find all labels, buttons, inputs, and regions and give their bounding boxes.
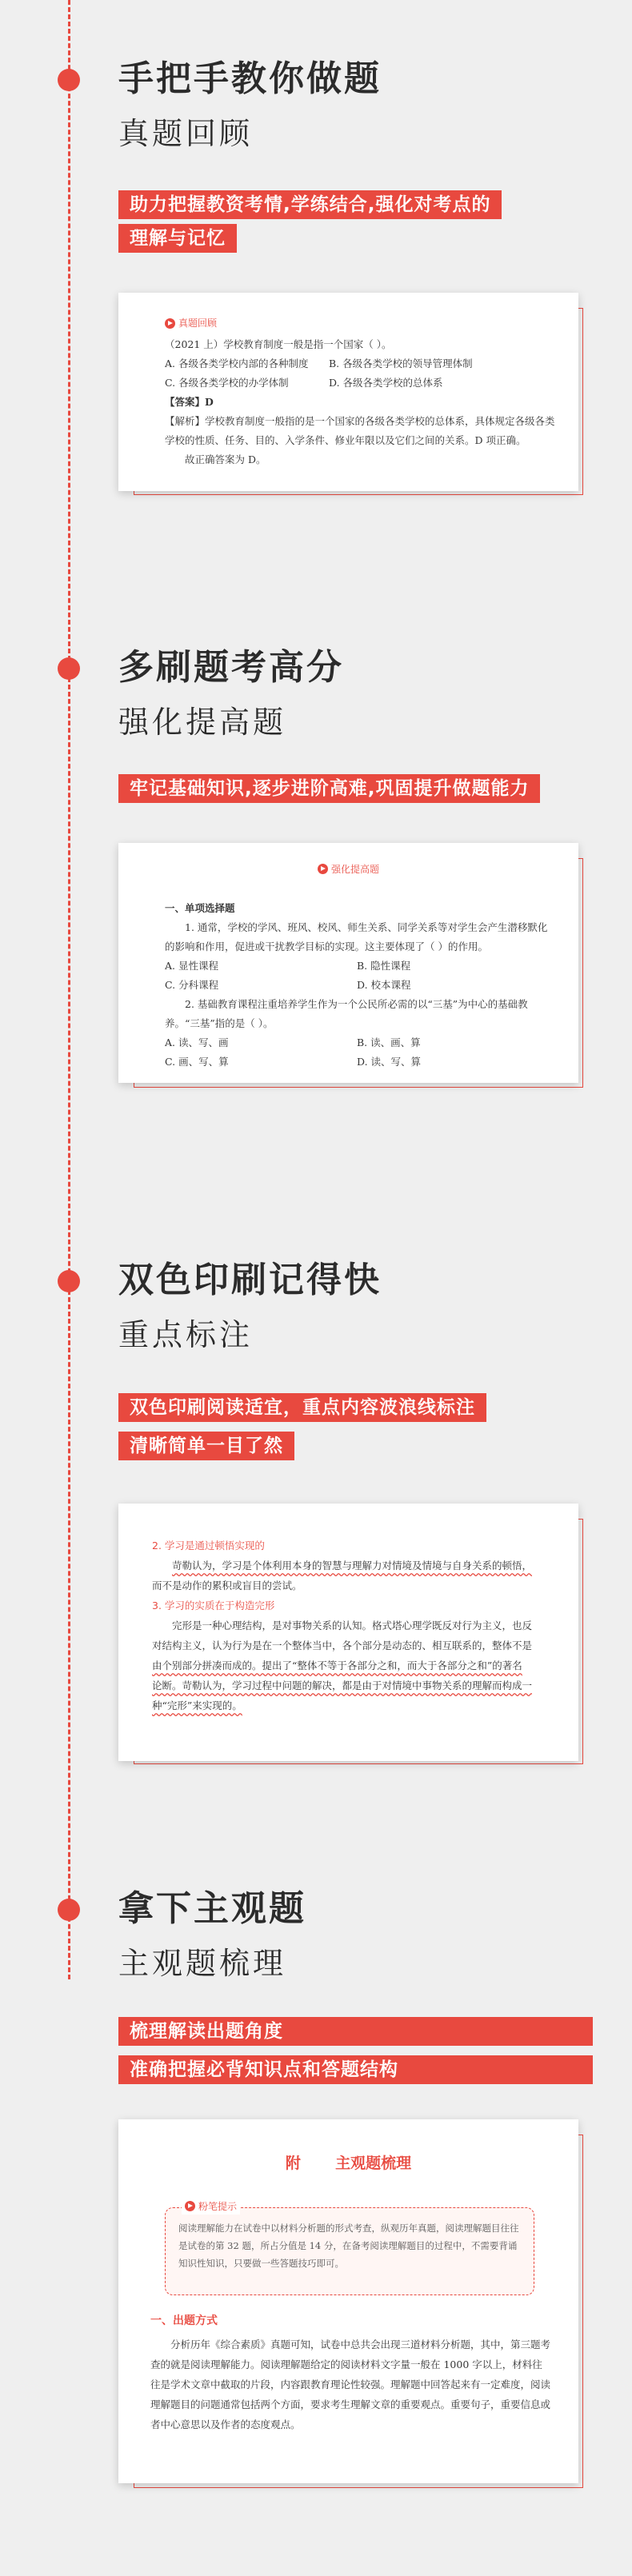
tip-text: 阅读理解能力在试卷中以材料分析题的形式考查，纵观历年真题，阅读理解题目往往是试卷的第 32 题，所占分值是 14 分，在备考阅读理解题目的过程中，不需要背诵知识性知识，只要做一些答题技巧即可。 [178,2223,519,2269]
question-1: 1. 通常，学校的学风、班风、校风、师生关系、同学关系等对学生会产生潜移默化的影响和作用，促进或干扰教学目标的实现。这主要体现了（ ）的作用。 [165,921,548,953]
highlight-text: 种“完形”来实现的。 [152,1699,242,1711]
tip-box [165,2201,534,2295]
feature-tag: 清晰简单一目了然 [118,1432,294,1460]
feature-tag: 准确把握必背知识点和答题结构 [118,2055,593,2084]
timeline-dot [58,1899,80,1921]
feature-tag: 梳理解读出题角度 [118,2017,593,2046]
section-subtitle: 主观题梳理 [118,1946,287,1981]
tip-badge: 粉笔提示 [185,2199,237,2213]
q1-option-b: B. 隐性课程 [357,960,411,972]
body-text: 分析历年《综合素质》真题可知，试卷中总共会出现三道材料分析题，其中，第三题考查的就是阅读理解能力。阅读理解题给定的阅读材料文字量一般在 1000 字以上，材料往往是学术文章中截取的片段，内容跟教育理论性较强。理解题中回答起来有一定难度，阅读理解题目的问题通常包括两个方面，要求考生理解文章的重要观点。重要句子，重要信息或者中心意思以及作者的态度观点。 [150,2338,551,2430]
q1-option-a: A. 显性课程 [165,960,218,972]
appendix-title: 主观题梳理 [335,2155,412,2172]
feature-tag: 牢记基础知识,逐步进阶高难,巩固提升做题能力 [118,774,540,803]
question-2: 2. 基础教育课程注重培养学生作为一个公民所必需的以“三基”为中心的基础教养。“三基”指的是（ ）。 [165,998,528,1029]
real-exam-badge: 真题回顾 [165,314,217,333]
appendix-label: 附 [285,2155,301,2172]
section-subtitle: 重点标注 [118,1317,254,1352]
highlight-text: 由个别部分拼凑而成的。提出了“整体不等于各部分之和，而大于各部分之和”的著名 [152,1659,522,1671]
point-heading: 3. 学习的实质在于构造完形 [152,1600,275,1611]
q2-option-c: C. 画、写、算 [165,1056,229,1068]
body-text: 而不是动作的累积或盲目的尝试。 [152,1580,302,1592]
timeline-dot [58,69,80,91]
option-c: C. 各级各类学校的办学体制 [165,376,289,389]
section-title: 多刷题考高分 [118,647,344,688]
card-page [118,1504,578,1761]
card-page [118,293,578,491]
option-b: B. 各级各类学校的领导管理体制 [329,357,473,369]
timeline-dashed-line [68,0,70,1979]
section-subtitle: 真题回顾 [118,116,254,151]
q2-option-a: A. 读、写、画 [165,1036,229,1048]
q2-option-b: B. 读、画、算 [357,1036,421,1048]
section-title: 手把手教你做题 [118,58,382,99]
answer-text: 【答案】D [165,395,214,408]
timeline-dot [58,657,80,680]
q1-option-d: D. 校本课程 [357,979,411,991]
card-page [118,843,578,1083]
practice-badge: 强化提高题 [318,862,379,876]
feature-tag: 双色印刷阅读适宜，重点内容波浪线标注 [118,1393,486,1422]
option-d: D. 各级各类学校的总体系 [329,376,443,389]
play-icon [318,864,328,874]
body-text: 完形是一种心理结构，是对事物关系的认知。格式塔心理学既反对行为主义，也反 [172,1619,533,1631]
section-heading: 一、出题方式 [150,2314,218,2327]
section-title: 双色印刷记得快 [118,1260,382,1300]
point-heading: 2. 学习是通过顿悟实现的 [152,1540,265,1552]
section-heading: 一、单项选择题 [165,902,235,914]
option-a: A. 各级各类学校内部的各种制度 [165,357,309,369]
play-icon [185,2201,195,2211]
feature-tag: 助力把握教资考情,学练结合,强化对考点的 [118,190,502,219]
card-page [118,2119,578,2483]
feature-tag: 理解与记忆 [118,224,237,253]
play-icon [165,318,175,329]
q1-option-c: C. 分科课程 [165,979,219,991]
section-subtitle: 强化提高题 [118,705,287,740]
timeline-dot [58,1270,80,1292]
q2-option-d: D. 读、写、算 [357,1056,422,1068]
highlight-text: 论断。苛勒认为，学习过程中问题的解决，都是由于对情境中事物关系的理解而构成一 [152,1679,533,1691]
conclusion-text: 故正确答案为 D。 [185,453,266,465]
analysis-text: 【解析】学校教育制度一般指的是一个国家的各级各类学校的总体系，具体规定各级各类学校的性质、任务、目的、入学条件、修业年限以及它们之间的关系。D 项正确。 [165,414,555,446]
section-title: 拿下主观题 [118,1888,306,1929]
highlight-text: 苛勒认为，学习是个体利用本身的智慧与理解力对情境及情境与自身关系的顿悟， [172,1560,533,1572]
body-text: 对结构主义，认为行为是在一个整体当中，各个部分是动态的、相互联系的，整体不是 [152,1639,533,1651]
question-text: （2021 上）学校教育制度一般是指一个国家（ ）。 [165,337,392,350]
